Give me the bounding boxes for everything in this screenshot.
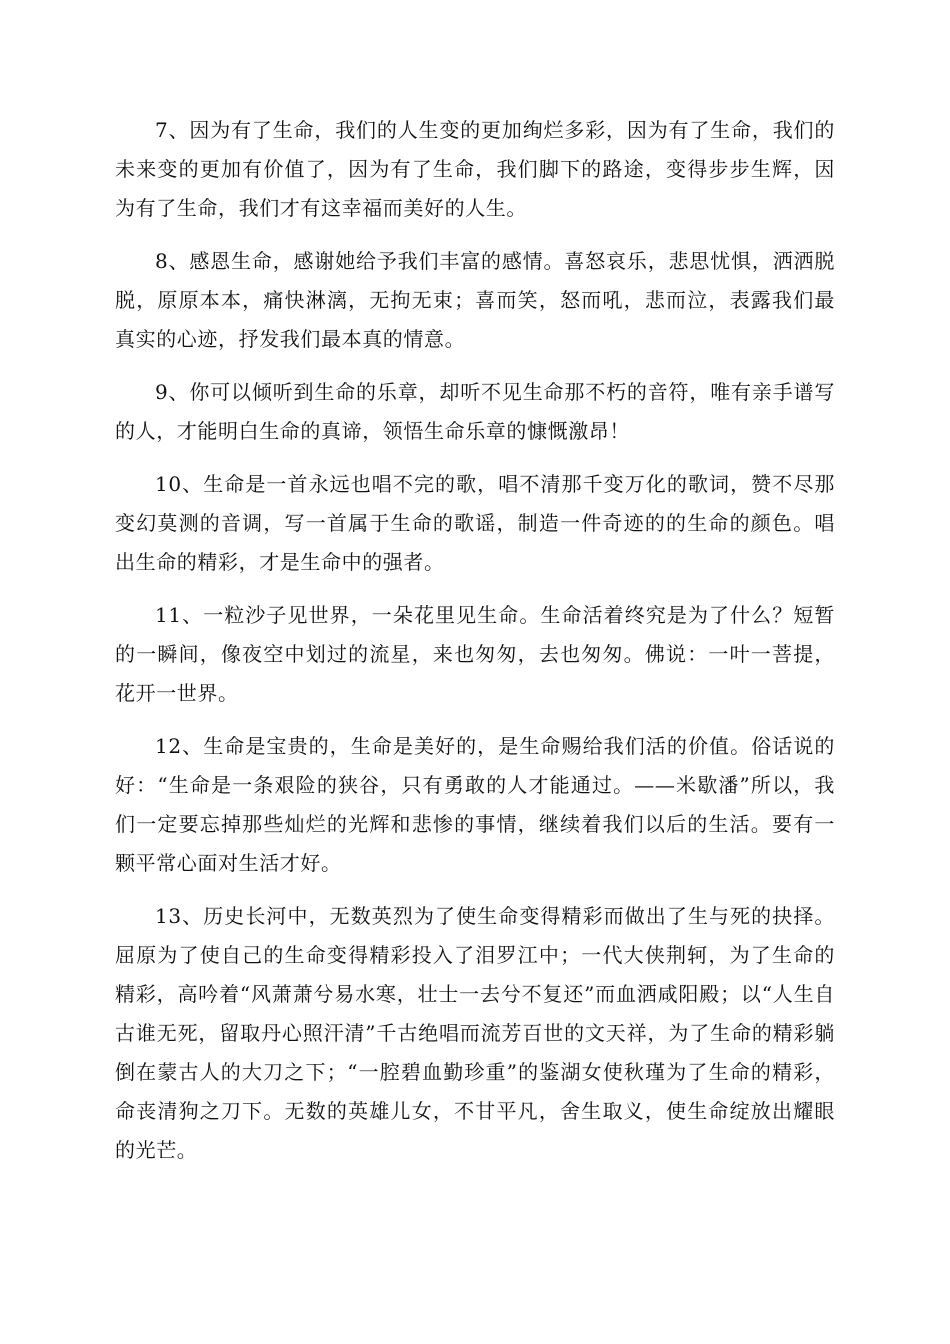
paragraph-7: 7、因为有了生命，我们的人生变的更加绚烂多彩，因为有了生命，我们的未来变的更加有价值了，因为有了生命，我们脚下的路途，变得步步生辉，因为有了生命，我们才有这幸福而美好的人生。 <box>115 118 835 220</box>
paragraph-11: 11、一粒沙子见世界，一朵花里见生命。生命活着终究是为了什么？短暂的一瞬间，像夜空中划过的流星，来也匆匆，去也匆匆。佛说：一叶一菩提，花开一世界。 <box>115 603 835 705</box>
paragraph-10: 10、生命是一首永远也唱不完的歌，唱不清那千变万化的歌词，赞不尽那变幻莫测的音调，写一首属于生命的歌谣，制造一件奇迹的的生命的颜色。唱出生命的精彩，才是生命中的强者。 <box>115 472 835 574</box>
paragraph-9: 9、你可以倾听到生命的乐章，却听不见生命那不朽的音符，唯有亲手谱写的人，才能明白生命的真谛，领悟生命乐章的慷慨激昂！ <box>115 380 835 443</box>
paragraph-12: 12、生命是宝贵的，生命是美好的，是生命赐给我们活的价值。俗话说的好：“生命是一条艰险的狭谷，只有勇敢的人才能通过。——米歇潘”所以，我们一定要忘掉那些灿烂的光辉和悲惨的事情，继续着我们以后的生活。要有一颗平常心面对生活才好。 <box>115 734 835 875</box>
paragraph-8: 8、感恩生命，感谢她给予我们丰富的感情。喜怒哀乐，悲思忧惧，洒洒脱脱，原原本本，痛快淋漓，无拘无束；喜而笑，怒而吼，悲而泣，表露我们最真实的心迹，抒发我们最本真的情意。 <box>115 249 835 351</box>
paragraph-13: 13、历史长河中，无数英烈为了使生命变得精彩而做出了生与死的抉择。屈原为了使自己的生命变得精彩投入了泪罗江中；一代大侠荆轲，为了生命的精彩，高吟着“风萧萧兮易水寒，壮士一去兮不复还”而血洒咸阳殿；以“人生自古谁无死，留取丹心照汗清”千古绝唱而流芳百世的文天祥，为了生命的精彩躺倒在蒙古人的大刀之下；“一腔碧血勤珍重”的鉴湖女使秋瑾为了生命的精彩，命丧清狗之刀下。无数的英雄儿女，不甘平凡，舍生取义，使生命绽放出耀眼的光芒。 <box>115 904 835 1162</box>
document-body <box>115 111 835 1184</box>
